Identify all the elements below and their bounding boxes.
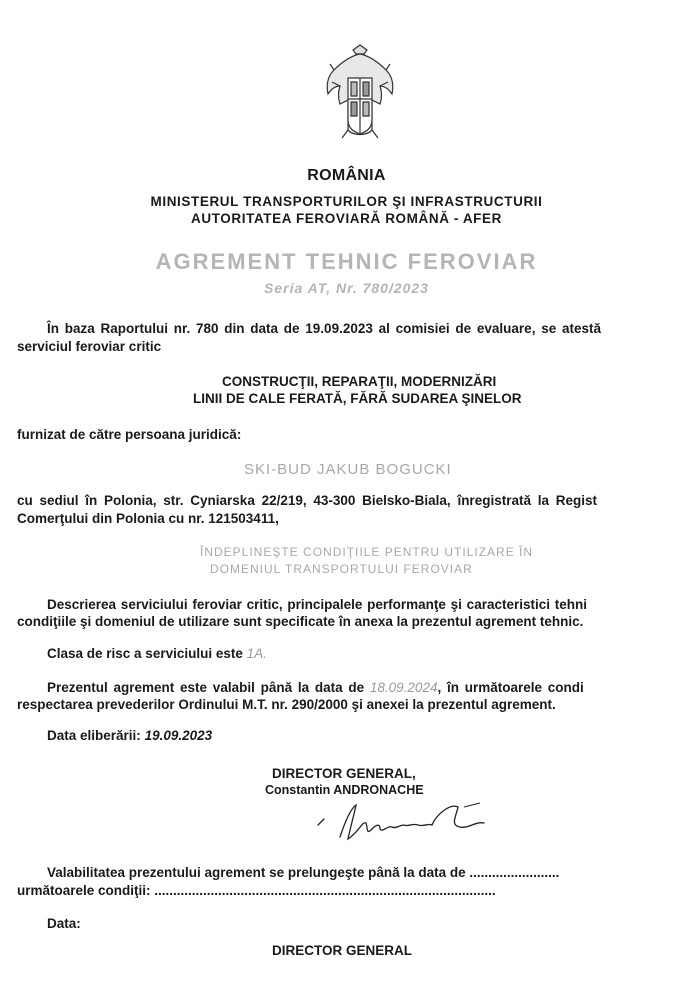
service-name-line2: LINII DE CALE FERATĂ, FĂRĂ SUDAREA ŞINELOR (193, 391, 522, 406)
company-name: SKI-BUD JAKUB BOGUCKI (244, 461, 452, 478)
validity-suffix: , în următoarele condi (437, 680, 584, 695)
ministry-title: MINISTERUL TRANSPORTURILOR ŞI INFRASTRUCTURII (150, 194, 543, 209)
signature-name: Constantin ANDRONACHE (265, 783, 424, 797)
validity-prefix: Prezentul agrement este valabil până la data de (47, 680, 365, 695)
authority-title: AUTORITATEA FEROVIARĂ ROMÂNĂ - AFER (191, 211, 502, 226)
conditions-line1: ÎNDEPLINEŞTE CONDIŢIILE PENTRU UTILIZARE ÎN (200, 545, 534, 559)
basis-paragraph-line1: În baza Raportului nr. 780 din data de 19.09.2023 al comisiei de evaluare, se atestă (47, 321, 601, 336)
conditions-line2: DOMENIUL TRANSPORTULUI FEROVIAR (210, 562, 473, 576)
issue-date: 19.09.2023 (144, 728, 213, 743)
description-line2: condiţiile şi domeniul de utilizare sunt specificate în anexa la prezentul agrement tehnic. (17, 614, 584, 629)
basis-paragraph-line2: serviciul feroviar critic (17, 339, 162, 354)
provider-label: furnizat de către persoana juridică: (17, 427, 242, 442)
extension-line1: Valabilitatea prezentului agrement se prelungeşte până la data de ........................ (47, 865, 560, 880)
agreement-series: Seria AT, Nr. 780/2023 (264, 280, 429, 296)
description-line1: Descrierea serviciului feroviar critic, principalele performanţe şi caracteristici tehni (47, 597, 587, 612)
address-line2: Comerţului din Polonia cu nr. 121503411, (17, 511, 279, 526)
handwritten-signature-icon (300, 795, 500, 845)
risk-value: 1A. (246, 646, 267, 661)
validity-date: 18.09.2024 (369, 680, 438, 695)
address-line1: cu sediul în Polonia, str. Cyniarska 22/219, 43-300 Bielsko-Biala, înregistrată la Regist (17, 493, 597, 508)
service-name-line1: CONSTRUCŢII, REPARAŢII, MODERNIZĂRI (222, 374, 497, 389)
signature-role: DIRECTOR GENERAL, (272, 766, 416, 781)
risk-label: Clasa de risc a serviciului este (47, 646, 243, 661)
agreement-title: AGREMENT TEHNIC FEROVIAR (155, 249, 538, 274)
coat-of-arms-icon (320, 44, 400, 142)
validity-line1 (47, 680, 584, 695)
extension-date-label: Data: (47, 916, 81, 931)
extension-line2: următoarele condiţii: ........................................................................................... (17, 883, 496, 898)
validity-line2: respectarea prevederilor Ordinului M.T. nr. 290/2000 şi anexei la prezentul agrement. (17, 697, 556, 712)
extension-director: DIRECTOR GENERAL (272, 943, 413, 958)
risk-class (47, 646, 267, 661)
issue-date-row (47, 728, 212, 743)
issue-label: Data eliberării: (47, 728, 141, 743)
country-title: ROMÂNIA (307, 167, 386, 184)
